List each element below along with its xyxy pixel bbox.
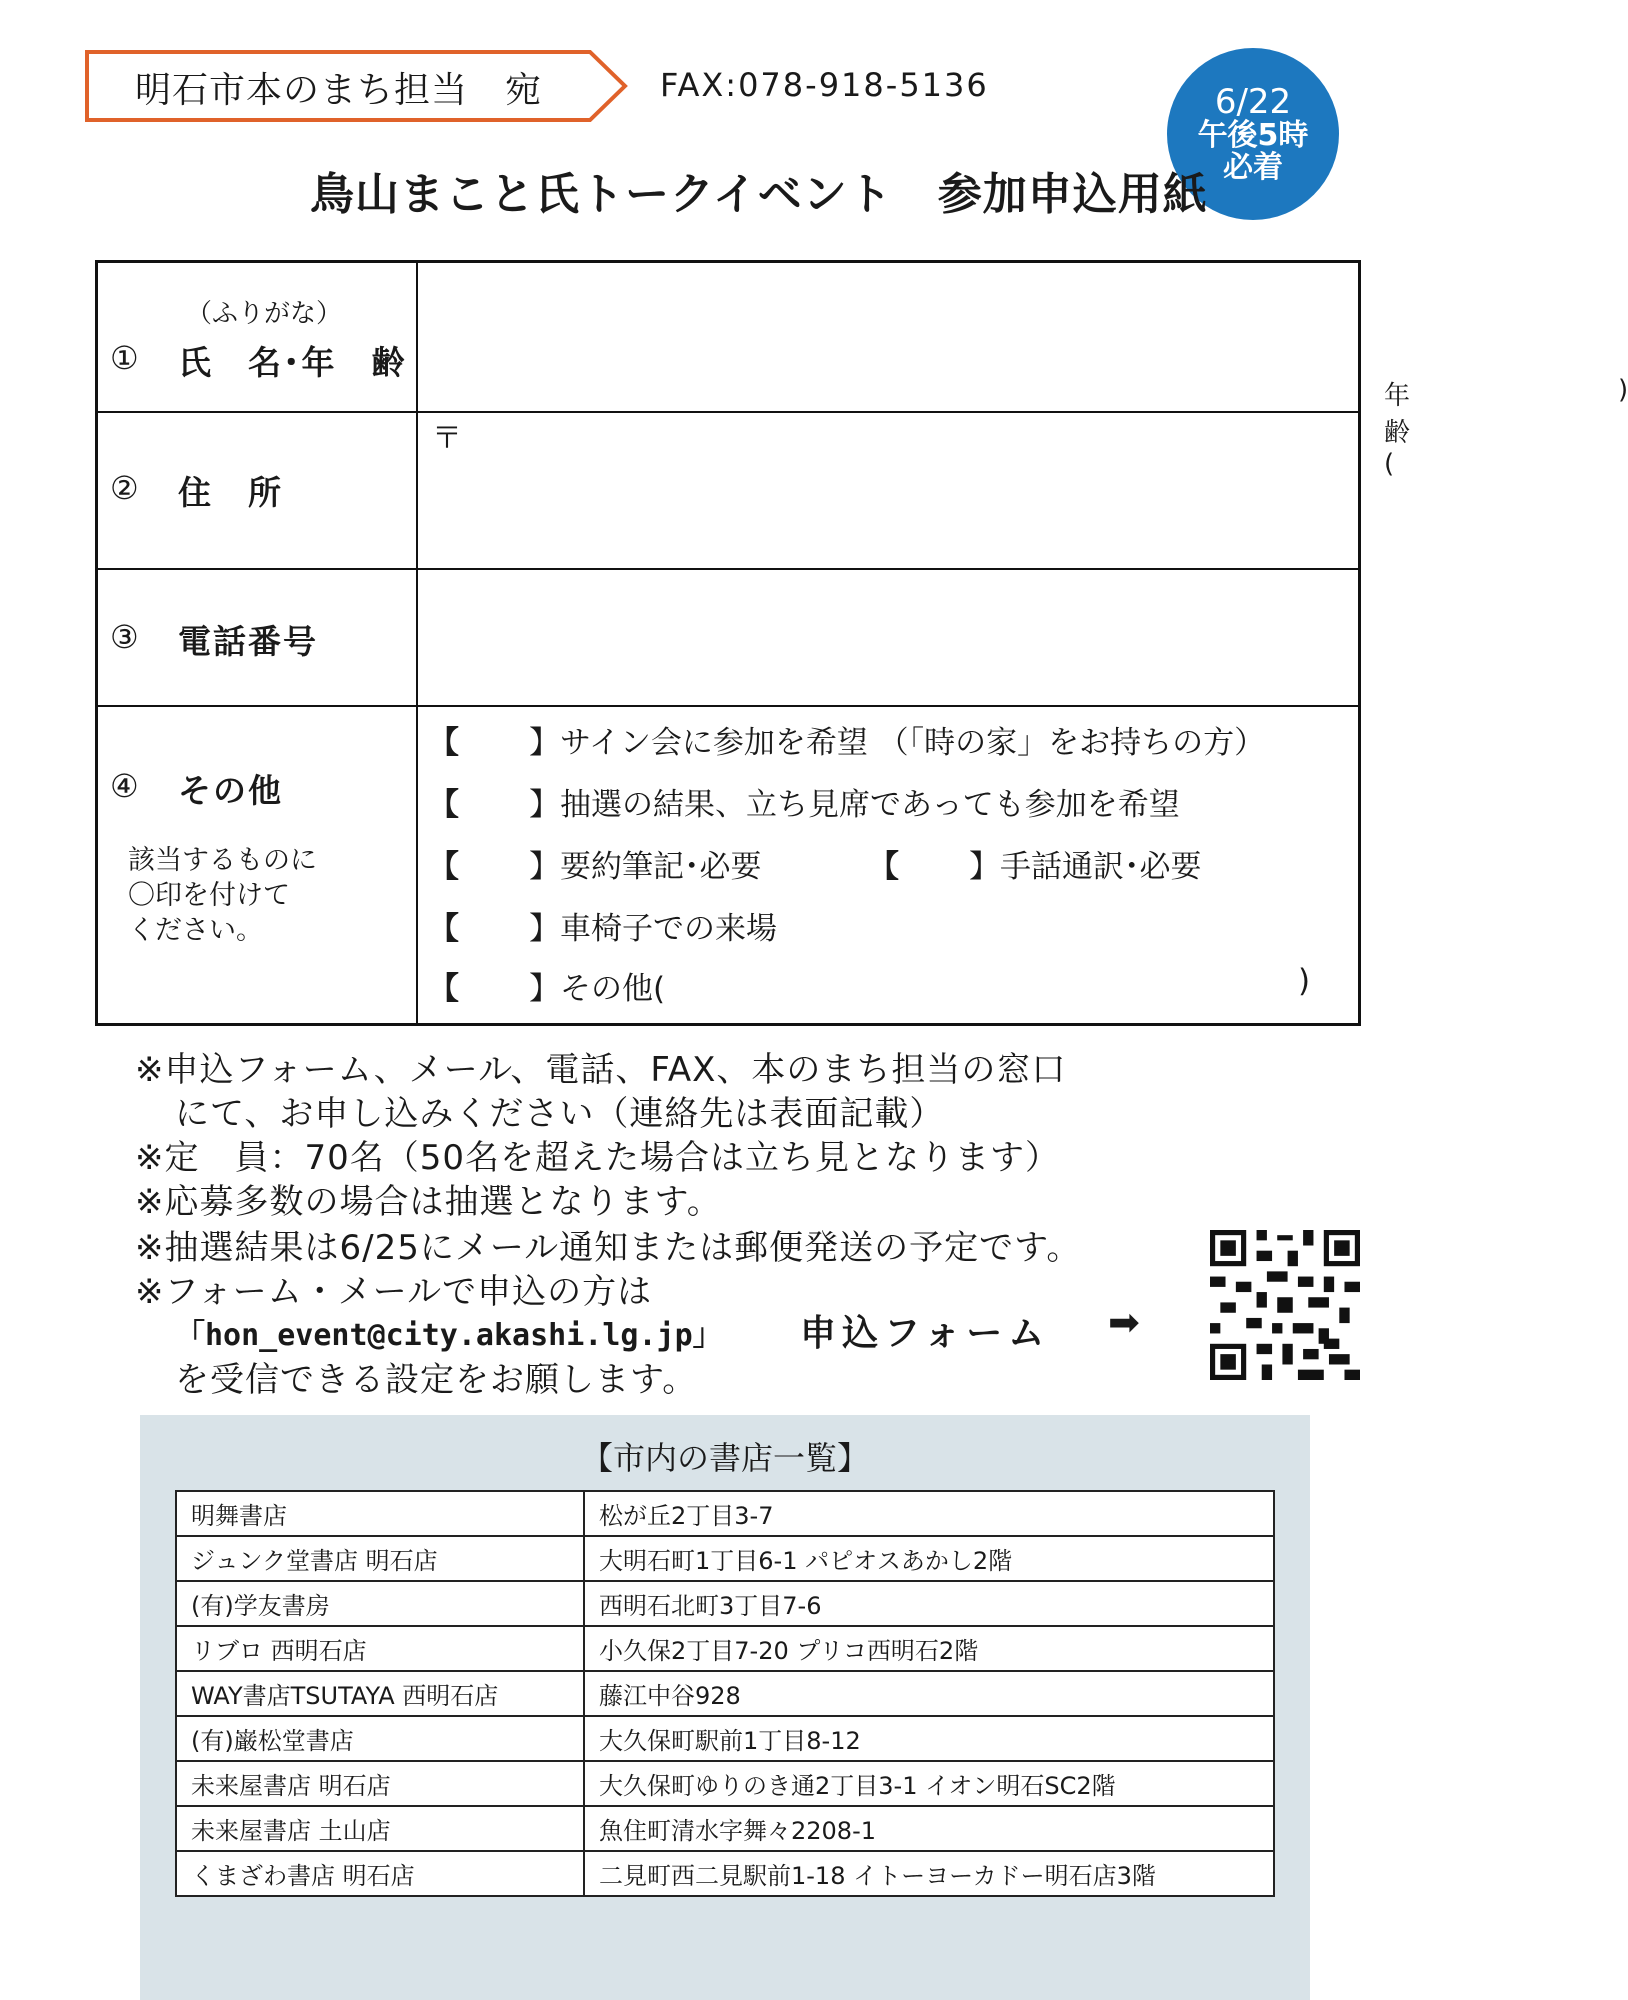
note-line: にて、お申し込みください（連絡先は表面記載） — [175, 1094, 945, 1134]
document-title: 鳥山まこと氏トークイベント 参加申込用紙 — [310, 169, 1208, 220]
row-number: ③ — [110, 618, 139, 656]
age-close-paren: ) — [1618, 375, 1628, 405]
address-field[interactable] — [418, 411, 1358, 568]
row-number: ② — [110, 469, 139, 507]
option-other-close: ) — [1298, 963, 1311, 999]
store-address: 松が丘2丁目3-7 — [584, 1491, 1274, 1536]
form-row-header — [98, 263, 418, 411]
name-age-field[interactable] — [418, 263, 1628, 479]
table-row — [176, 1671, 1274, 1716]
store-name: くまざわ書店 明石店 — [176, 1851, 584, 1896]
table-row — [176, 1806, 1274, 1851]
store-address: 大明石町1丁目6-1 パピオスあかし2階 — [584, 1536, 1274, 1581]
note-line: ※応募多数の場合は抽選となります。 — [135, 1182, 722, 1222]
row-number: ① — [110, 339, 139, 377]
recipient-label: 明石市本のまち担当 宛 — [135, 70, 543, 111]
form-row-phone — [98, 568, 1358, 707]
form-row-header — [98, 411, 418, 568]
form-row-address — [98, 411, 1358, 570]
note-line: ※定 員：70名（50名を超えた場合は立ち見となります） — [135, 1138, 1061, 1178]
note-line: を受信できる設定をお願します。 — [175, 1360, 698, 1400]
option-other[interactable]: 【 】その他( — [428, 971, 666, 1007]
store-name: 明舞書店 — [176, 1491, 584, 1536]
row-number: ④ — [110, 767, 139, 805]
store-name: (有)学友書房 — [176, 1581, 584, 1626]
store-name: 未来屋書店 明石店 — [176, 1761, 584, 1806]
store-name: ジュンク堂書店 明石店 — [176, 1536, 584, 1581]
store-address: 西明石北町3丁目7-6 — [584, 1581, 1274, 1626]
table-row — [176, 1716, 1274, 1761]
bookstore-table — [175, 1490, 1275, 1897]
table-row — [176, 1626, 1274, 1671]
store-name: (有)巌松堂書店 — [176, 1716, 584, 1761]
application-form — [95, 260, 1628, 1026]
phone-field[interactable] — [418, 568, 1358, 705]
store-address: 大久保町ゆりのき通2丁目3-1 イオン明石SC2階 — [584, 1761, 1274, 1806]
table-row — [176, 1761, 1274, 1806]
deadline-time: 午後5時 — [1197, 118, 1309, 154]
note-line: ※フォーム・メールで申込の方は — [135, 1272, 653, 1312]
age-label: 年齢( — [1384, 381, 1411, 479]
note-line: ※抽選結果は6/25にメール通知または郵便発送の予定です。 — [135, 1228, 1082, 1268]
deadline-date: 6/22 — [1214, 81, 1292, 122]
store-name: WAY書店TSUTAYA 西明石店 — [176, 1671, 584, 1716]
deadline-note: 必着 — [1223, 149, 1283, 185]
table-row — [176, 1581, 1274, 1626]
name-age-label: 氏 名･年 齢 — [178, 343, 407, 382]
other-label: その他 — [178, 771, 283, 810]
store-address: 小久保2丁目7-20 プリコ西明石2階 — [584, 1626, 1274, 1671]
form-row-header — [98, 568, 418, 705]
address-label: 住 所 — [178, 473, 283, 512]
postal-mark: 〒 — [432, 421, 462, 456]
bookstore-list-title: 【市内の書店一覧】 — [580, 1439, 869, 1477]
furigana-label: （ふりがな） — [186, 299, 343, 329]
store-address: 魚住町清水字舞々2208-1 — [584, 1806, 1274, 1851]
other-options — [418, 705, 1358, 1023]
fax-number: FAX:078-918-5136 — [660, 66, 989, 104]
form-row-other — [98, 705, 1358, 1023]
recipient-box — [85, 50, 625, 120]
store-address: 藤江中谷928 — [584, 1671, 1274, 1716]
circle-instruction: 該当するものに 〇印を付けて ください。 — [128, 845, 317, 947]
store-name: リブロ 西明石店 — [176, 1626, 584, 1671]
bookstore-list-panel — [140, 1415, 1310, 2000]
option-sign-language[interactable]: 【 】手話通訳･必要 — [868, 849, 1202, 885]
form-row-name-age — [98, 263, 1628, 479]
option-captioning[interactable]: 【 】要約筆記･必要 — [428, 849, 762, 885]
email-address: 「hon_event@city.akashi.lg.jp」 — [175, 1318, 723, 1353]
note-line: ※申込フォーム、メール、電話、FAX、本のまち担当の窓口 — [135, 1050, 1067, 1090]
qr-code-icon[interactable] — [1210, 1230, 1360, 1380]
table-row — [176, 1536, 1274, 1581]
store-address: 二見町西二見駅前1-18 イトーヨーカドー明石店3階 — [584, 1851, 1274, 1896]
form-row-header — [98, 705, 418, 1023]
right-arrow-icon: ➡ — [1108, 1300, 1140, 1344]
phone-label: 電話番号 — [178, 622, 318, 661]
table-row — [176, 1851, 1274, 1896]
application-form-link[interactable]: 申込フォーム — [800, 1313, 1051, 1354]
store-name: 未来屋書店 土山店 — [176, 1806, 584, 1851]
option-standing[interactable]: 【 】抽選の結果、立ち見席であっても参加を希望 — [428, 787, 1180, 823]
option-autograph[interactable]: 【 】サイン会に参加を希望 （「時の家」をお持ちの方） — [428, 725, 1266, 761]
table-row — [176, 1491, 1274, 1536]
option-wheelchair[interactable]: 【 】車椅子での来場 — [428, 911, 777, 947]
store-address: 大久保町駅前1丁目8-12 — [584, 1716, 1274, 1761]
